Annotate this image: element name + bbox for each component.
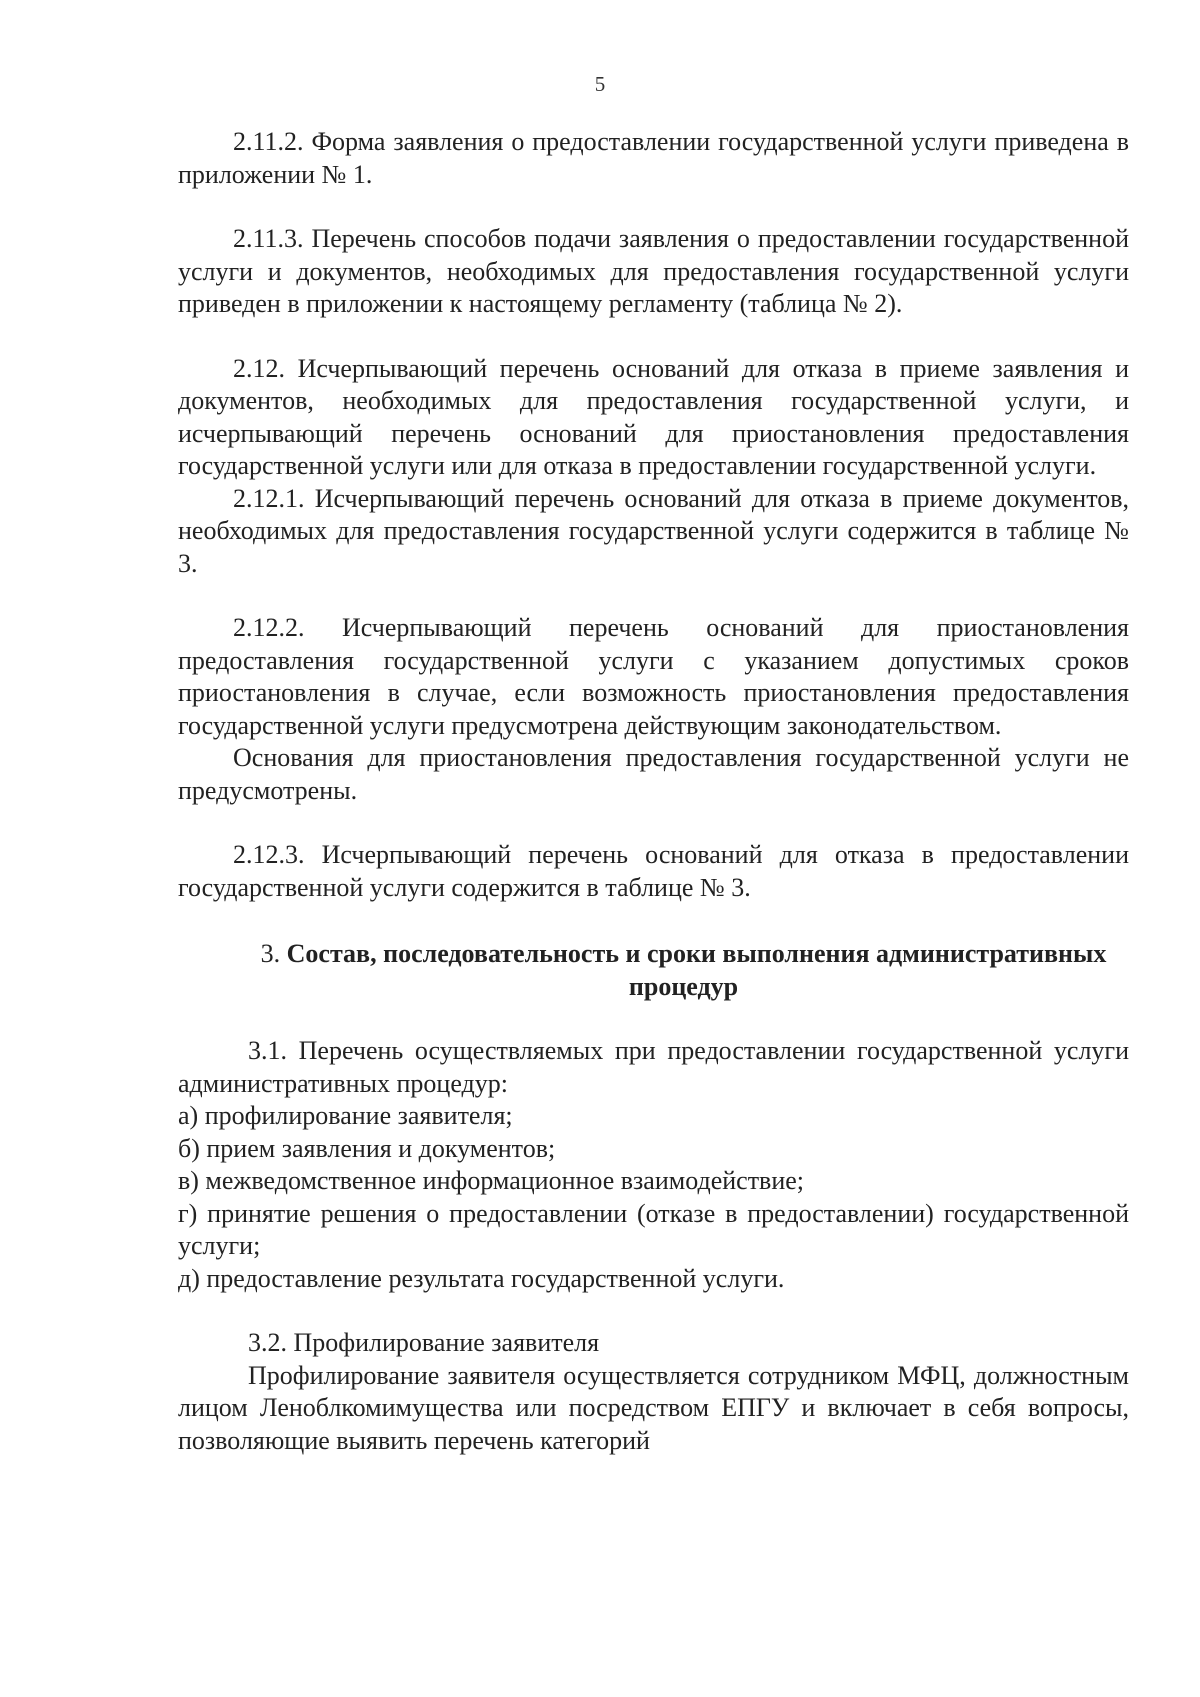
paragraph-3-1-intro: 3.1. Перечень осуществляемых при предоставлении государственной услуги административных процедур:	[178, 1036, 1129, 1098]
section-3-heading	[178, 938, 1129, 1003]
section-3-number: 3.	[260, 939, 281, 968]
paragraph-2-12: 2.12. Исчерпывающий перечень оснований для отказа в приеме заявления и документов, необходимых для предоставления государственной услуги, и исчерпывающий перечень оснований для приостановления предоставления государственной услуги или для отказа в предоставлении государственной услуги.	[178, 353, 1129, 480]
section-3-title: Состав, последовательность и сроки выполнения административных процедур	[286, 939, 1107, 1001]
list-item-g: г) принятие решения о предоставлении (отказе в предоставлении) государственной услуги;	[178, 1198, 1129, 1260]
list-item-v: в) межведомственное информационное взаимодействие;	[178, 1166, 805, 1195]
paragraph-2-12-3: 2.12.3. Исчерпывающий перечень оснований для отказа в предоставлении государственной услуги содержится в таблице № 3.	[178, 840, 1129, 902]
list-item-b: б) прием заявления и документов;	[178, 1133, 556, 1163]
paragraph-2-12-2: 2.12.2. Исчерпывающий перечень оснований для приостановления предоставления государственной услуги с указанием допустимых сроков приостановления в случае, если возможность приостановления предоставления государственной услуги предусмотрена действующим законодательством.	[178, 613, 1129, 740]
paragraph-2-11-2: 2.11.2. Форма заявления о предоставлении государственной услуги приведена в приложении № 1.	[178, 127, 1129, 189]
paragraph-3-2-text: Профилирование заявителя осуществляется сотрудником МФЦ, должностным лицом Леноблкомимущества или посредством ЕПГУ и включает в себя вопросы, позволяющие выявить перечень категорий	[178, 1360, 1129, 1455]
paragraph-2-11-3: 2.11.3. Перечень способов подачи заявления о предоставлении государственной услуги и документов, необходимых для предоставления государственной услуги приведен в приложении к настоящему регламенту (таблица № 2).	[178, 224, 1129, 318]
document-body	[178, 126, 1129, 1457]
list-item-a: а) профилирование заявителя;	[178, 1101, 513, 1130]
page-number: 5	[594, 72, 606, 96]
section-3-2-title: 3.2. Профилирование заявителя	[248, 1328, 600, 1357]
paragraph-2-12-1: 2.12.1. Исчерпывающий перечень оснований для отказа в приеме документов, необходимых для предоставления государственной услуги содержится в таблице № 3.	[178, 483, 1129, 578]
list-item-d: д) предоставление результата государственной услуги.	[178, 1263, 785, 1293]
paragraph-suspension-grounds: Основания для приостановления предоставления государственной услуги не предусмотрены.	[178, 743, 1129, 805]
